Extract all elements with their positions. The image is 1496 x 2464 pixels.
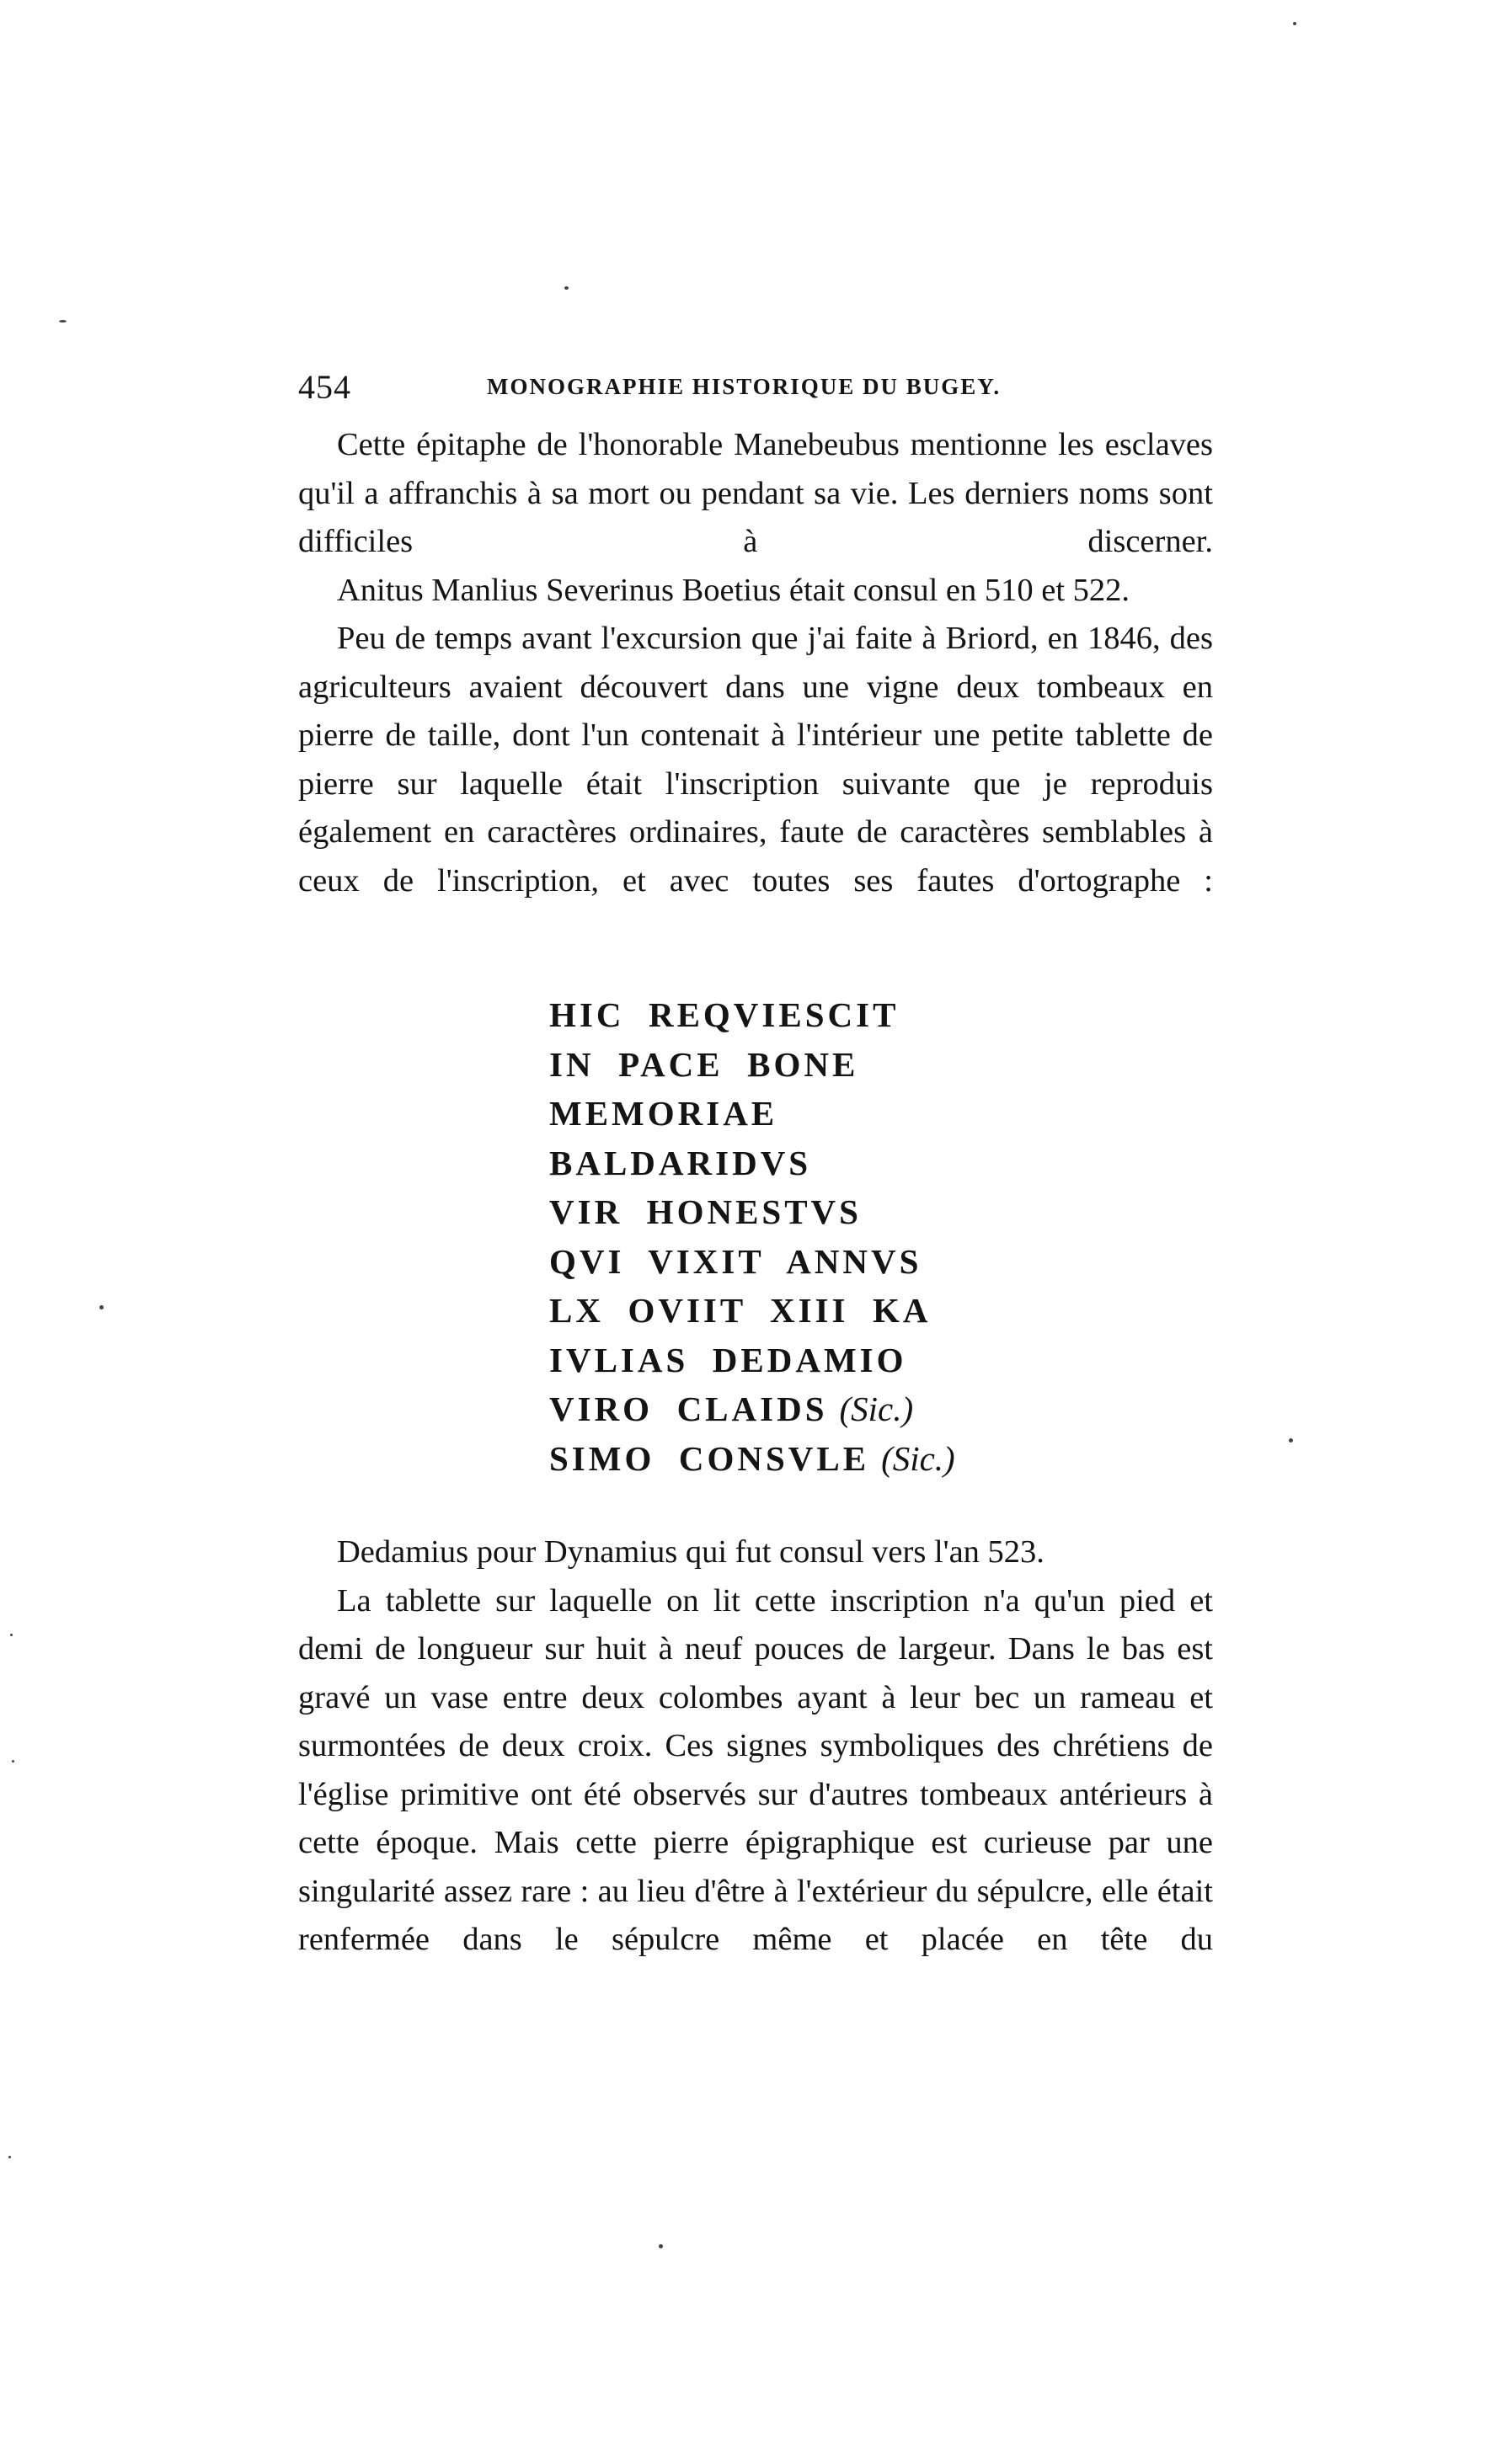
inscription-block — [549, 990, 1139, 1483]
paragraph-dedamius-note: Dedamius pour Dynamius qui fut consul vers l'an 523. — [337, 1534, 1045, 1570]
inscription-text: MEMORIAE — [549, 1094, 778, 1133]
inscription-text: LX OVIIT XIII KA — [549, 1291, 932, 1330]
speck — [8, 2156, 11, 2158]
inscription-line — [549, 1139, 1139, 1188]
inscription-text: IN PACE BONE — [549, 1044, 859, 1084]
inscription-line — [549, 1384, 1139, 1434]
bottom-text-block — [298, 1528, 1213, 1965]
inscription-line — [549, 1237, 1139, 1287]
speck — [659, 2244, 663, 2248]
page-number: 454 — [298, 368, 351, 406]
inscription-line — [549, 990, 1139, 1040]
page-header — [298, 367, 1213, 418]
speck — [59, 320, 67, 323]
inscription-line — [549, 1040, 1139, 1090]
inscription-line — [549, 1434, 1139, 1484]
inscription-text: VIR HONESTVS — [549, 1192, 862, 1231]
paragraph-tablet-description: La tablette sur laquelle on lit cette inscription n'a qu'un pied et demi de longueur sur huit à neuf pouces de largeur. Dans le bas est gravé un vase entre deux colombes ayant à leur bec un rameau et surmontées de deux croix. Ces signes symboliques des chrétiens de l'église primitive ont été observés sur d'autres tombeaux antérieurs à cette époque. Mais cette pierre épigraphique est curieuse par une singularité assez rare : au lieu d'être à l'extérieur du sépulcre, elle était renfermée dans le sépulcre même et placée en tête du — [298, 1582, 1213, 1957]
speck — [10, 1634, 13, 1636]
inscription-text: HIC REQVIESCIT — [549, 995, 900, 1034]
inscription-line — [549, 1089, 1139, 1139]
inscription-text: VIRO CLAIDS — [549, 1389, 828, 1428]
paragraph-briord-discovery: Peu de temps avant l'excursion que j'ai faite à Briord, en 1846, des agriculteurs avaient découvert dans une vigne deux tombeaux en pierre de taille, dont l'un contenait à l'intérieur une petite tablette de pierre sur laquelle était l'inscription suivante que je reproduis également en caractères ordinaires, faute de caractères semblables à ceux de l'inscription, et avec toutes ses fautes d'ortographe : — [298, 621, 1213, 899]
top-text-block — [298, 421, 1213, 905]
sic-note: (Sic.) — [839, 1389, 914, 1428]
paragraph-boetius: Anitus Manlius Severinus Boetius était consul en 510 et 522. — [337, 572, 1130, 608]
inscription-line — [549, 1336, 1139, 1385]
running-head: MONOGRAPHIE HISTORIQUE DU BUGEY. — [487, 374, 1002, 399]
inscription-line — [549, 1286, 1139, 1336]
inscription-text: IVLIAS DEDAMIO — [549, 1340, 907, 1379]
speck — [99, 1305, 104, 1309]
speck — [564, 286, 569, 290]
inscription-text: SIMO CONSVLE — [549, 1438, 870, 1478]
sic-note: (Sic.) — [881, 1438, 955, 1478]
inscription-text: QVI VIXIT ANNVS — [549, 1241, 922, 1281]
paragraph-epitaph-comment: Cette épitaphe de l'honorable Manebeubus mentionne les esclaves qu'il a affranchis à sa mort ou pendant sa vie. Les derniers noms sont difficiles à discerner. — [298, 427, 1213, 559]
speck — [12, 1760, 14, 1763]
speck — [1289, 1438, 1293, 1443]
inscription-line — [549, 1187, 1139, 1237]
inscription-text: BALDARIDVS — [549, 1143, 812, 1182]
speck — [1293, 22, 1296, 25]
